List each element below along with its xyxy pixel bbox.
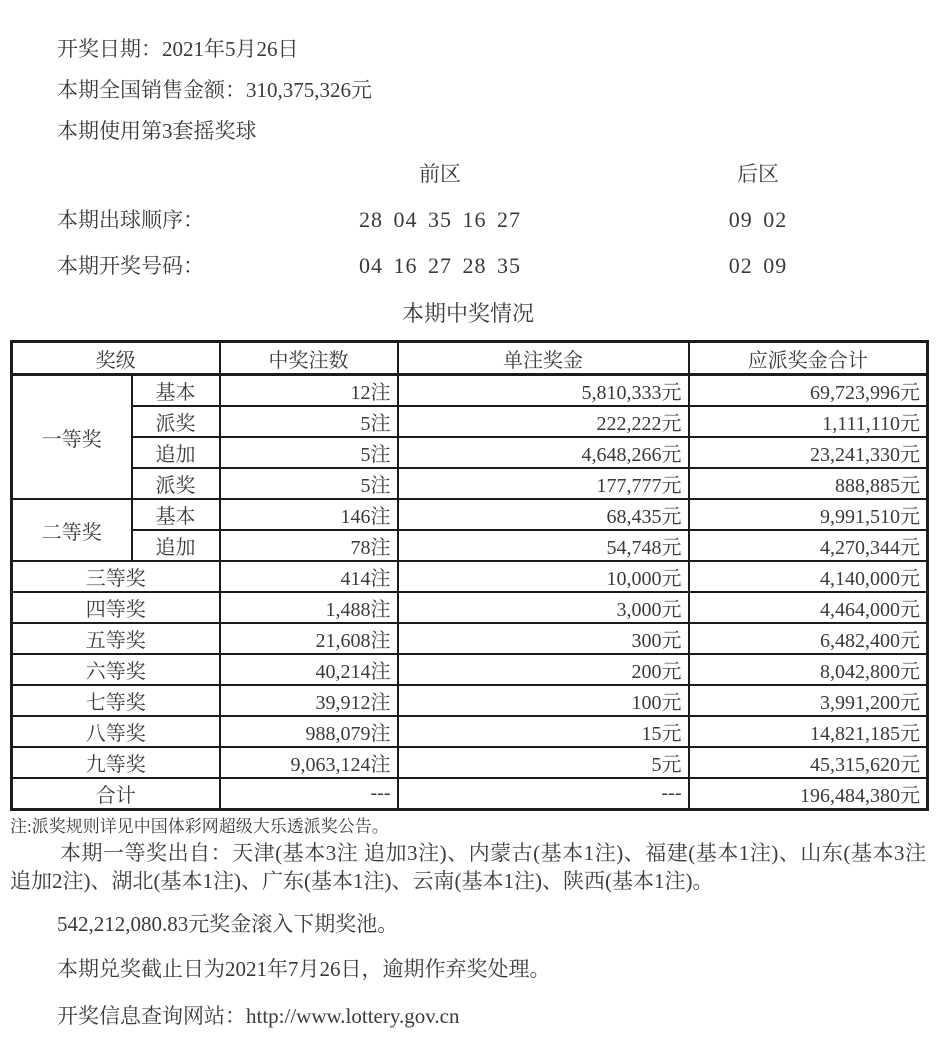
cell-subtype: 追加 (132, 437, 220, 468)
cell-count: 21,608注 (220, 623, 398, 654)
rule-note: 注:派奖规则详见中国体彩网超级大乐透派奖公告。 (10, 817, 389, 836)
cell-prize: 5元 (398, 747, 689, 778)
winning-numbers-label: 本期开奖号码： (57, 254, 204, 278)
cell-prize: 15元 (398, 716, 689, 747)
cell-count: 5注 (220, 468, 398, 499)
prize-table-row (12, 592, 928, 623)
prize-table-row (12, 685, 928, 716)
prize-table-body (12, 375, 928, 810)
prize-table-title: 本期中奖情况 (401, 301, 534, 326)
cell-prize: --- (398, 778, 689, 810)
prize-table-row (12, 406, 928, 437)
header-cell-total: 应派奖金合计 (689, 342, 928, 375)
cell-count: 1,488注 (220, 592, 398, 623)
winning-back-numbers: 02 09 (728, 253, 788, 278)
sales-amount-line: 本期全国销售金额：310,375,326元 (57, 78, 372, 102)
zone-header-spacer (0, 161, 300, 187)
query-website-line: 开奖信息查询网站：http://www.lottery.gov.cn (57, 1004, 460, 1028)
cell-count: 5注 (220, 437, 398, 468)
cell-count: 988,079注 (220, 716, 398, 747)
cell-prize: 5,810,333元 (398, 375, 689, 407)
cell-total: 4,270,344元 (689, 530, 928, 561)
cell-tier: 四等奖 (12, 592, 220, 623)
numbers-section (0, 161, 936, 279)
draw-order-label: 本期出球顺序： (57, 208, 204, 232)
prize-table-row (12, 375, 928, 407)
cell-subtype: 追加 (132, 530, 220, 561)
cell-total: 1,111,110元 (689, 406, 928, 437)
prize-table (10, 340, 929, 811)
header-cell-count: 中奖注数 (220, 342, 398, 375)
cell-total: 3,991,200元 (689, 685, 928, 716)
cell-prize: 300元 (398, 623, 689, 654)
prize-table-row (12, 530, 928, 561)
cell-prize: 222,222元 (398, 406, 689, 437)
cell-tier: 五等奖 (12, 623, 220, 654)
cell-count: 5注 (220, 406, 398, 437)
back-zone-label: 后区 (737, 162, 779, 186)
prize-table-row (12, 716, 928, 747)
cell-total: 23,241,330元 (689, 437, 928, 468)
cell-tier: 七等奖 (12, 685, 220, 716)
cell-total: 888,885元 (689, 468, 928, 499)
cell-prize: 10,000元 (398, 561, 689, 592)
draw-order-back-numbers: 09 02 (728, 207, 788, 232)
cell-tier: 合计 (12, 778, 220, 810)
cell-total: 14,821,185元 (689, 716, 928, 747)
cell-tier: 二等奖 (12, 499, 132, 561)
cell-count: 12注 (220, 375, 398, 407)
cell-count: 146注 (220, 499, 398, 530)
cell-count: --- (220, 778, 398, 810)
cell-total: 8,042,800元 (689, 654, 928, 685)
winning-front-numbers: 04 16 27 28 35 (359, 253, 521, 278)
prize-table-row (12, 623, 928, 654)
cell-prize: 100元 (398, 685, 689, 716)
ball-set-line: 本期使用第3套摇奖球 (57, 119, 257, 143)
cell-tier: 八等奖 (12, 716, 220, 747)
prize-table-header-row (12, 342, 928, 375)
cell-total: 69,723,996元 (689, 375, 928, 407)
cell-prize: 3,000元 (398, 592, 689, 623)
cell-prize: 68,435元 (398, 499, 689, 530)
prize-table-row (12, 654, 928, 685)
header-cell-prize: 单注奖金 (398, 342, 689, 375)
cell-tier: 一等奖 (12, 375, 132, 500)
prize-table-row (12, 778, 928, 810)
cell-count: 39,912注 (220, 685, 398, 716)
cell-prize: 200元 (398, 654, 689, 685)
cell-total: 9,991,510元 (689, 499, 928, 530)
cell-count: 78注 (220, 530, 398, 561)
cell-tier: 六等奖 (12, 654, 220, 685)
first-prize-sources-paragraph: 本期一等奖出自：天津(基本3注 追加3注)、内蒙古(基本1注)、福建(基本1注)、山东(基本3注 追加2注)、湖北(基本1注)、广东(基本1注)、云南(基本1注)、陕西(基本1注)。 (10, 841, 926, 893)
cell-tier: 三等奖 (12, 561, 220, 592)
cell-subtype: 派奖 (132, 468, 220, 499)
draw-order-front-numbers: 28 04 35 16 27 (359, 207, 521, 232)
prize-table-row (12, 561, 928, 592)
cell-count: 40,214注 (220, 654, 398, 685)
prize-table-row (12, 437, 928, 468)
cell-subtype: 基本 (132, 499, 220, 530)
cell-count: 9,063,124注 (220, 747, 398, 778)
prize-table-row (12, 499, 928, 530)
draw-date-line: 开奖日期：2021年5月26日 (57, 37, 299, 61)
cell-prize: 4,648,266元 (398, 437, 689, 468)
cell-total: 196,484,380元 (689, 778, 928, 810)
cell-total: 6,482,400元 (689, 623, 928, 654)
rollover-line: 542,212,080.83元奖金滚入下期奖池。 (57, 912, 399, 936)
cell-subtype: 基本 (132, 375, 220, 407)
header-cell-tier: 奖级 (12, 342, 220, 375)
cell-total: 45,315,620元 (689, 747, 928, 778)
cell-count: 414注 (220, 561, 398, 592)
cell-prize: 177,777元 (398, 468, 689, 499)
cell-total: 4,140,000元 (689, 561, 928, 592)
prize-table-row (12, 468, 928, 499)
front-zone-label: 前区 (419, 162, 461, 186)
cell-total: 4,464,000元 (689, 592, 928, 623)
cell-prize: 54,748元 (398, 530, 689, 561)
prize-table-row (12, 747, 928, 778)
cell-tier: 九等奖 (12, 747, 220, 778)
redeem-deadline-line: 本期兑奖截止日为2021年7月26日，逾期作弃奖处理。 (57, 957, 551, 981)
cell-subtype: 派奖 (132, 406, 220, 437)
